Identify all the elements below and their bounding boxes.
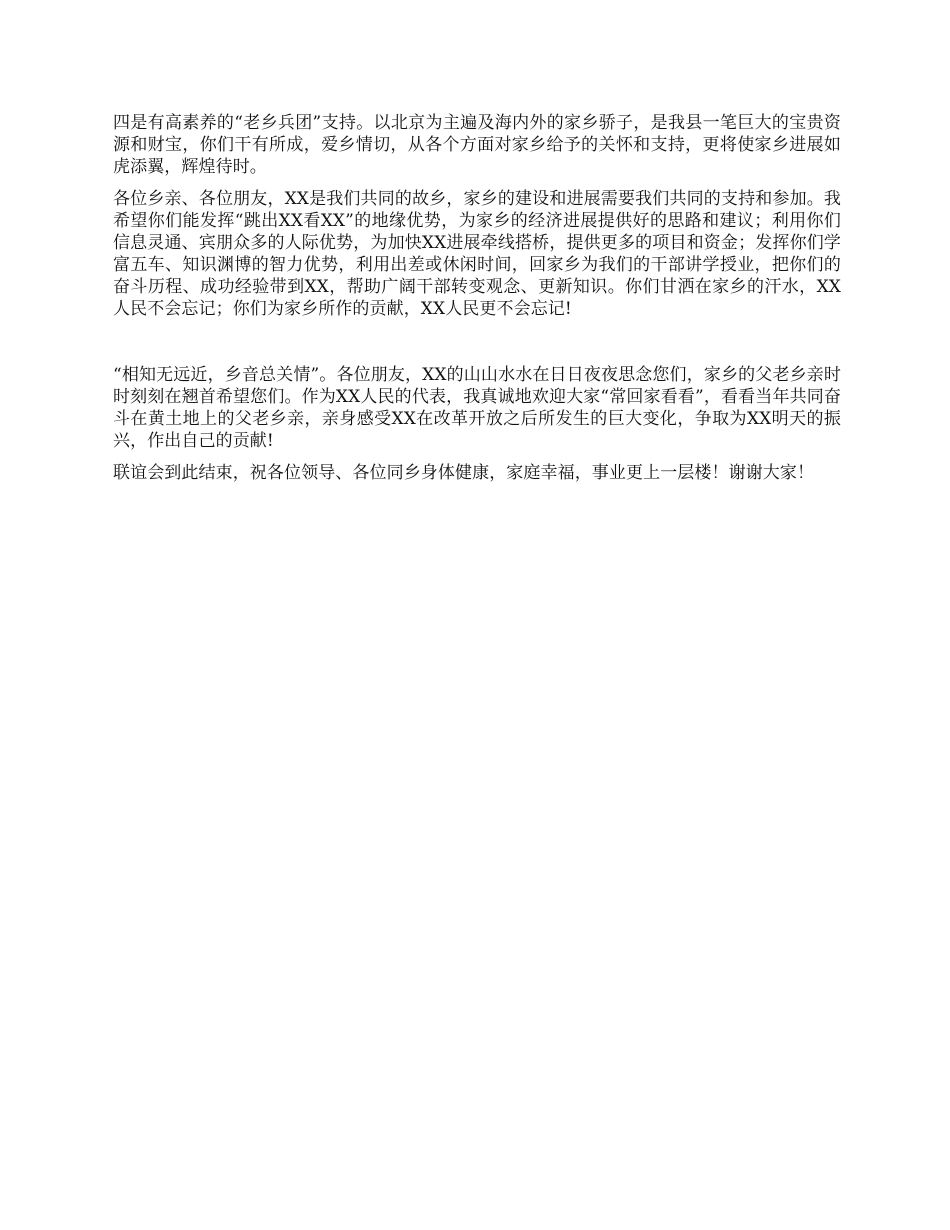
paragraph-support: 四是有高素养的“老乡兵团”支持。以北京为主遍及海内外的家乡骄子，是我县一笔巨大的宝贵资源和财宝，你们干有所成，爱乡情切，从各个方面对家乡给予的关怀和支持，更将使家乡进展如虎添翼，辉煌待时。	[113, 113, 841, 177]
paragraph-closing: 联谊会到此结束，祝各位领导、各位同乡身体健康，家庭幸福，事业更上一层楼！谢谢大家！	[113, 463, 815, 483]
document-page	[113, 112, 841, 494]
paragraph-spacer	[113, 330, 841, 364]
paragraph-welcome: “相知无远近，乡音总关情”。各位朋友，XX的山山水水在日日夜夜思念您们，家乡的父老乡亲时时刻刻在翘首希望您们。作为XX人民的代表，我真诚地欢迎大家“常回家看看”，看看当年共同奋斗在黄土地上的父老乡亲，亲身感受XX在改革开放之后所发生的巨大变化，争取为XX明天的振兴，作出自己的贡献!	[113, 365, 841, 451]
paragraph-appeal: 各位乡亲、各位朋友，XX是我们共同的故乡，家乡的建设和进展需要我们共同的支持和参加。我希望你们能发挥“跳出XX看XX”的地缘优势，为家乡的经济进展提供好的思路和建议；利用你们信息灵通、宾朋众多的人际优势，为加快XX进展牵线搭桥，提供更多的项目和资金；发挥你们学富五车、知识渊博的智力优势，利用出差或休闲时间，回家乡为我们的干部讲学授业，把你们的奋斗历程、成功经验带到XX，帮助广阔干部转变观念、更新知识。你们甘洒在家乡的汗水，XX人民不会忘记；你们为家乡所作的贡献，XX人民更不会忘记!	[113, 189, 841, 319]
